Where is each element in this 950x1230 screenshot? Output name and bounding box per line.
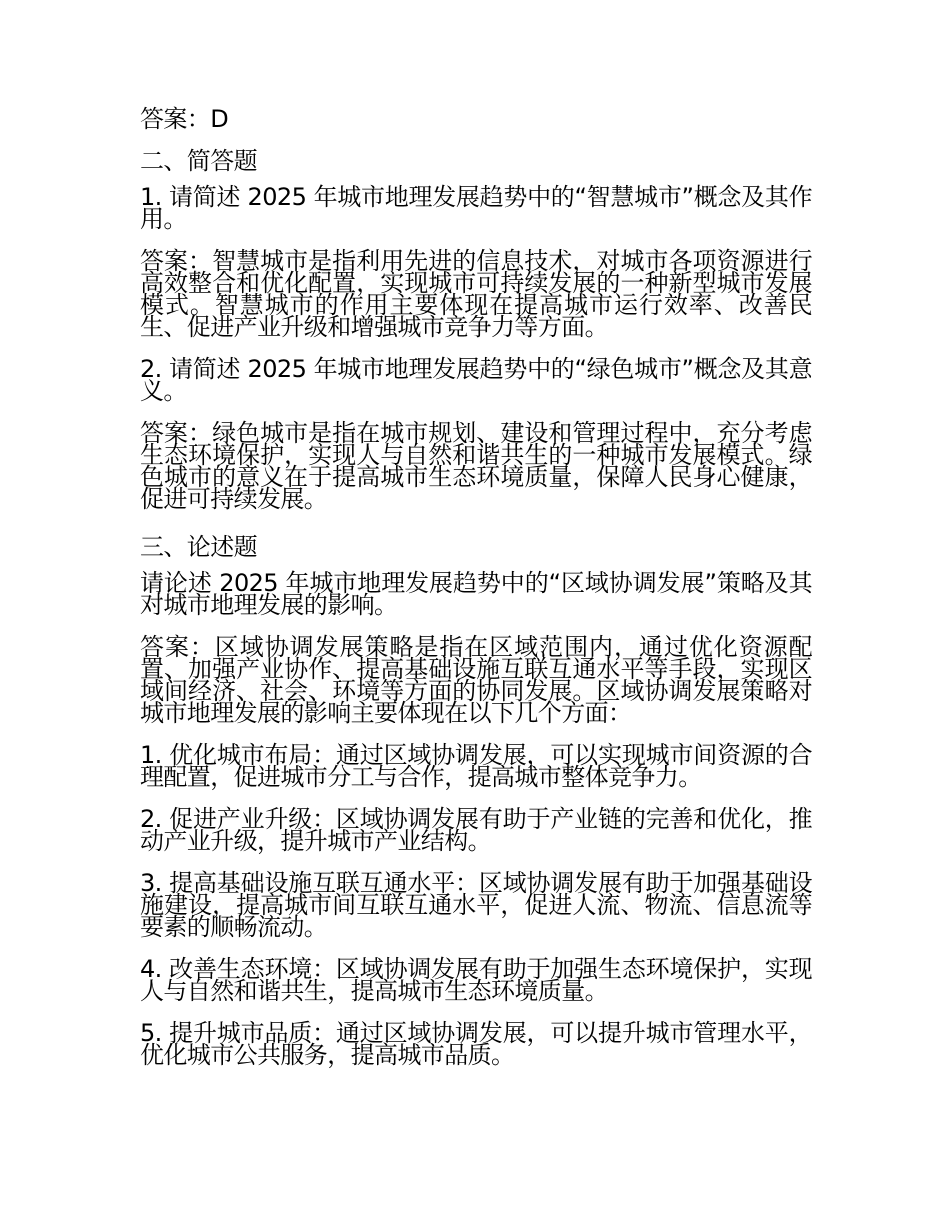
question-2: 2. 请简述 2025 年城市地理发展趋势中的“绿色城市”概念及其意义。 [140,355,812,405]
answer-2: 答案：绿色城市是指在城市规划、建设和管理过程中，充分考虑生态环境保护，实现人与自然和谐共生的一种城市发展模式。绿色城市的意义在于提高城市生态环境质量，保障人民身心健康，促进可持续发展。 [140,419,812,513]
answer-3: 答案：区域协调发展策略是指在区域范围内，通过优化资源配置、加强产业协作、提高基础设施互联互通水平等手段，实现区域间经济、社会、环境等方面的协同发展。区域协调发展策略对城市地理发展的影响主要体现在以下几个方面： [140,633,812,727]
section-heading-essay: 三、论述题 [140,533,257,561]
point-5: 5. 提升城市品质：通过区域协调发展，可以提升城市管理水平，优化城市公共服务，提高城市品质。 [140,1019,812,1069]
question-3: 请论述 2025 年城市地理发展趋势中的“区域协调发展”策略及其对城市地理发展的影响。 [140,569,812,619]
point-4: 4. 改善生态环境：区域协调发展有助于加强生态环境保护，实现人与自然和谐共生，提高城市生态环境质量。 [140,955,812,1005]
answer-line: 答案：D [140,105,229,133]
answer-1: 答案：智慧城市是指利用先进的信息技术，对城市各项资源进行高效整合和优化配置，实现城市可持续发展的一种新型城市发展模式。智慧城市的作用主要体现在提高城市运行效率、改善民生、促进产业升级和增强城市竞争力等方面。 [140,247,812,341]
point-3: 3. 提高基础设施互联互通水平：区域协调发展有助于加强基础设施建设，提高城市间互联互通水平，促进人流、物流、信息流等要素的顺畅流动。 [140,869,812,941]
question-1: 1. 请简述 2025 年城市地理发展趋势中的“智慧城市”概念及其作用。 [140,183,812,233]
point-1: 1. 优化城市布局：通过区域协调发展，可以实现城市间资源的合理配置，促进城市分工与合作，提高城市整体竞争力。 [140,741,812,791]
section-heading-short-answer: 二、简答题 [140,147,257,175]
document-body [140,102,812,1086]
point-2: 2. 促进产业升级：区域协调发展有助于产业链的完善和优化，推动产业升级，提升城市产业结构。 [140,805,812,855]
